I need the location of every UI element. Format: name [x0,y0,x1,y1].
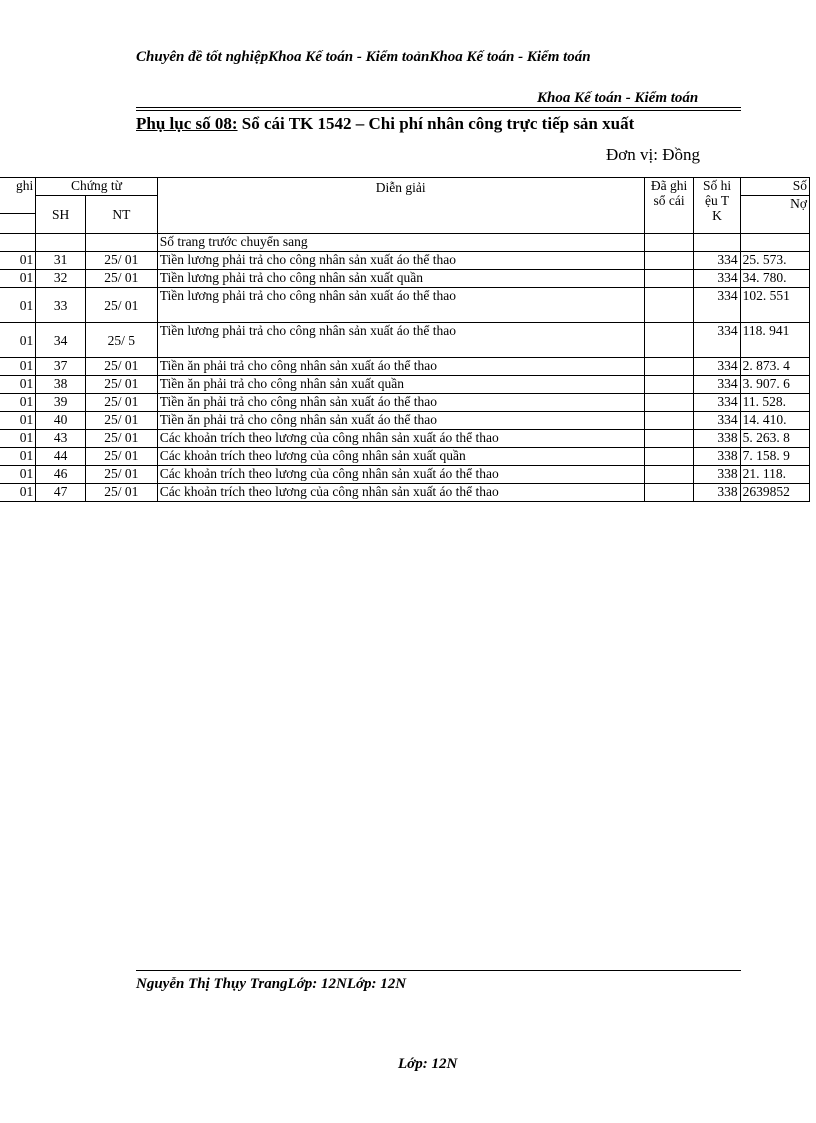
cell-posted [644,270,694,288]
header-so-hieu: Số hiệu TK [694,178,740,234]
table-row-carry [0,234,810,252]
header-date-blank [0,214,36,234]
cell-amount: 3. 907. 6 [740,376,809,394]
cell-sh: 37 [36,358,86,376]
cell-sh: 32 [36,270,86,288]
running-header: Chuyên đề tốt nghiệpKhoa Kế toán - Kiểm toảnKhoa Kế toán - Kiểm toán [136,49,591,65]
cell-description: Tiền lương phải trả cho công nhân sản xuất quần [157,270,644,288]
table-row [0,412,810,430]
header-so-tien: Số [740,178,809,196]
cell-description: Tiền ăn phải trả cho công nhân sản xuất áo thể thao [157,412,644,430]
cell-account: 334 [694,412,740,430]
cell-amount: 11. 528. [740,394,809,412]
cell-description: Tiền lương phải trả cho công nhân sản xuất áo thể thao [157,323,644,358]
cell-account: 338 [694,466,740,484]
cell-nt: 25/ 01 [86,252,158,270]
cell-nt: 25/ 01 [86,376,158,394]
table-row [0,376,810,394]
cell-amount: 21. 118. [740,466,809,484]
cell-posted [644,394,694,412]
cell-amount: 7. 158. 9 [740,448,809,466]
cell-sh: 40 [36,412,86,430]
header-sh: SH [36,196,86,234]
cell-date: 01 [0,252,36,270]
cell-posted [644,484,694,502]
cell-account: 334 [694,270,740,288]
cell-posted [644,412,694,430]
cell-amount: 2. 873. 4 [740,358,809,376]
cell-description: Tiền ăn phải trả cho công nhân sản xuất áo thể thao [157,394,644,412]
cell-empty [86,234,158,252]
cell-account: 338 [694,430,740,448]
cell-date: 01 [0,288,36,323]
cell-account: 334 [694,252,740,270]
cell-sh: 44 [36,448,86,466]
table-row [0,430,810,448]
cell-amount: 34. 780. [740,270,809,288]
cell-empty [0,234,36,252]
header-no: Nợ [740,196,809,234]
table-row [0,252,810,270]
header-rule-bottom [136,110,741,111]
cell-posted [644,430,694,448]
cell-date: 01 [0,376,36,394]
cell-date: 01 [0,484,36,502]
cell-description: Các khoản trích theo lương của công nhân sản xuất áo thể thao [157,466,644,484]
cell-nt: 25/ 01 [86,394,158,412]
table-row [0,358,810,376]
page-title [136,114,634,134]
cell-amount: 118. 941 [740,323,809,358]
header-nt: NT [86,196,158,234]
cell-account: 334 [694,376,740,394]
cell-posted [644,358,694,376]
carry-forward-text: Số trang trước chuyển sang [157,234,644,252]
cell-account: 334 [694,358,740,376]
appendix-title: Sổ cái TK 1542 – Chi phí nhân công trực tiếp sản xuất [237,114,635,133]
cell-nt: 25/ 01 [86,412,158,430]
cell-description: Tiền lương phải trả cho công nhân sản xuất áo thể thao [157,288,644,323]
ledger-body [0,252,810,502]
cell-sh: 39 [36,394,86,412]
cell-description: Tiền ăn phải trả cho công nhân sản xuất quần [157,376,644,394]
footer-rule [136,970,741,971]
cell-date: 01 [0,412,36,430]
footer-author: Nguyễn Thị Thụy TrangLớp: 12NLớp: 12N [136,976,407,992]
cell-amount: 5. 263. 8 [740,430,809,448]
cell-empty [644,234,694,252]
cell-amount: 14. 410. [740,412,809,430]
header-date: ghi [0,178,36,214]
table-row [0,484,810,502]
cell-nt: 25/ 01 [86,430,158,448]
cell-posted [644,376,694,394]
ledger-table [0,177,810,502]
table-row [0,448,810,466]
cell-posted [644,448,694,466]
table-row [0,323,810,358]
header-dien-giai: Diễn giải [157,178,644,234]
table-header-row [0,178,810,196]
cell-account: 334 [694,323,740,358]
cell-sh: 46 [36,466,86,484]
table-row [0,270,810,288]
running-header-department: Khoa Kế toán - Kiểm toán [537,90,699,106]
cell-nt: 25/ 01 [86,466,158,484]
cell-posted [644,323,694,358]
cell-sh: 47 [36,484,86,502]
header-chung-tu: Chứng từ [36,178,157,196]
header-da-ghi: Đã ghi sổ cái [644,178,694,234]
cell-sh: 31 [36,252,86,270]
cell-empty [740,234,809,252]
cell-sh: 38 [36,376,86,394]
cell-date: 01 [0,358,36,376]
cell-posted [644,466,694,484]
header-rule-top [136,107,741,108]
table-row [0,466,810,484]
cell-nt: 25/ 01 [86,270,158,288]
table-row [0,394,810,412]
cell-date: 01 [0,323,36,358]
cell-account: 338 [694,484,740,502]
cell-description: Tiền ăn phải trả cho công nhân sản xuất áo thể thao [157,358,644,376]
footer-class: Lớp: 12N [398,1056,458,1072]
cell-posted [644,252,694,270]
appendix-label: Phụ lục số 08: [136,114,238,133]
cell-nt: 25/ 01 [86,448,158,466]
cell-amount: 102. 551 [740,288,809,323]
cell-account: 334 [694,288,740,323]
cell-description: Các khoản trích theo lương của công nhân sản xuất áo thể thao [157,430,644,448]
cell-sh: 33 [36,288,86,323]
cell-sh: 34 [36,323,86,358]
cell-empty [36,234,86,252]
cell-sh: 43 [36,430,86,448]
cell-description: Tiền lương phải trả cho công nhân sản xuất áo thể thao [157,252,644,270]
cell-date: 01 [0,466,36,484]
cell-nt: 25/ 01 [86,288,158,323]
cell-amount: 2639852 [740,484,809,502]
cell-amount: 25. 573. [740,252,809,270]
cell-account: 334 [694,394,740,412]
cell-account: 338 [694,448,740,466]
cell-date: 01 [0,448,36,466]
cell-posted [644,288,694,323]
table-row [0,288,810,323]
cell-date: 01 [0,430,36,448]
unit-label: Đơn vị: Đồng [606,145,700,164]
cell-empty [694,234,740,252]
cell-nt: 25/ 01 [86,358,158,376]
cell-description: Các khoản trích theo lương của công nhân sản xuất quần [157,448,644,466]
cell-nt: 25/ 01 [86,484,158,502]
cell-date: 01 [0,270,36,288]
cell-description: Các khoản trích theo lương của công nhân sản xuất áo thể thao [157,484,644,502]
cell-nt: 25/ 5 [86,323,158,358]
cell-date: 01 [0,394,36,412]
